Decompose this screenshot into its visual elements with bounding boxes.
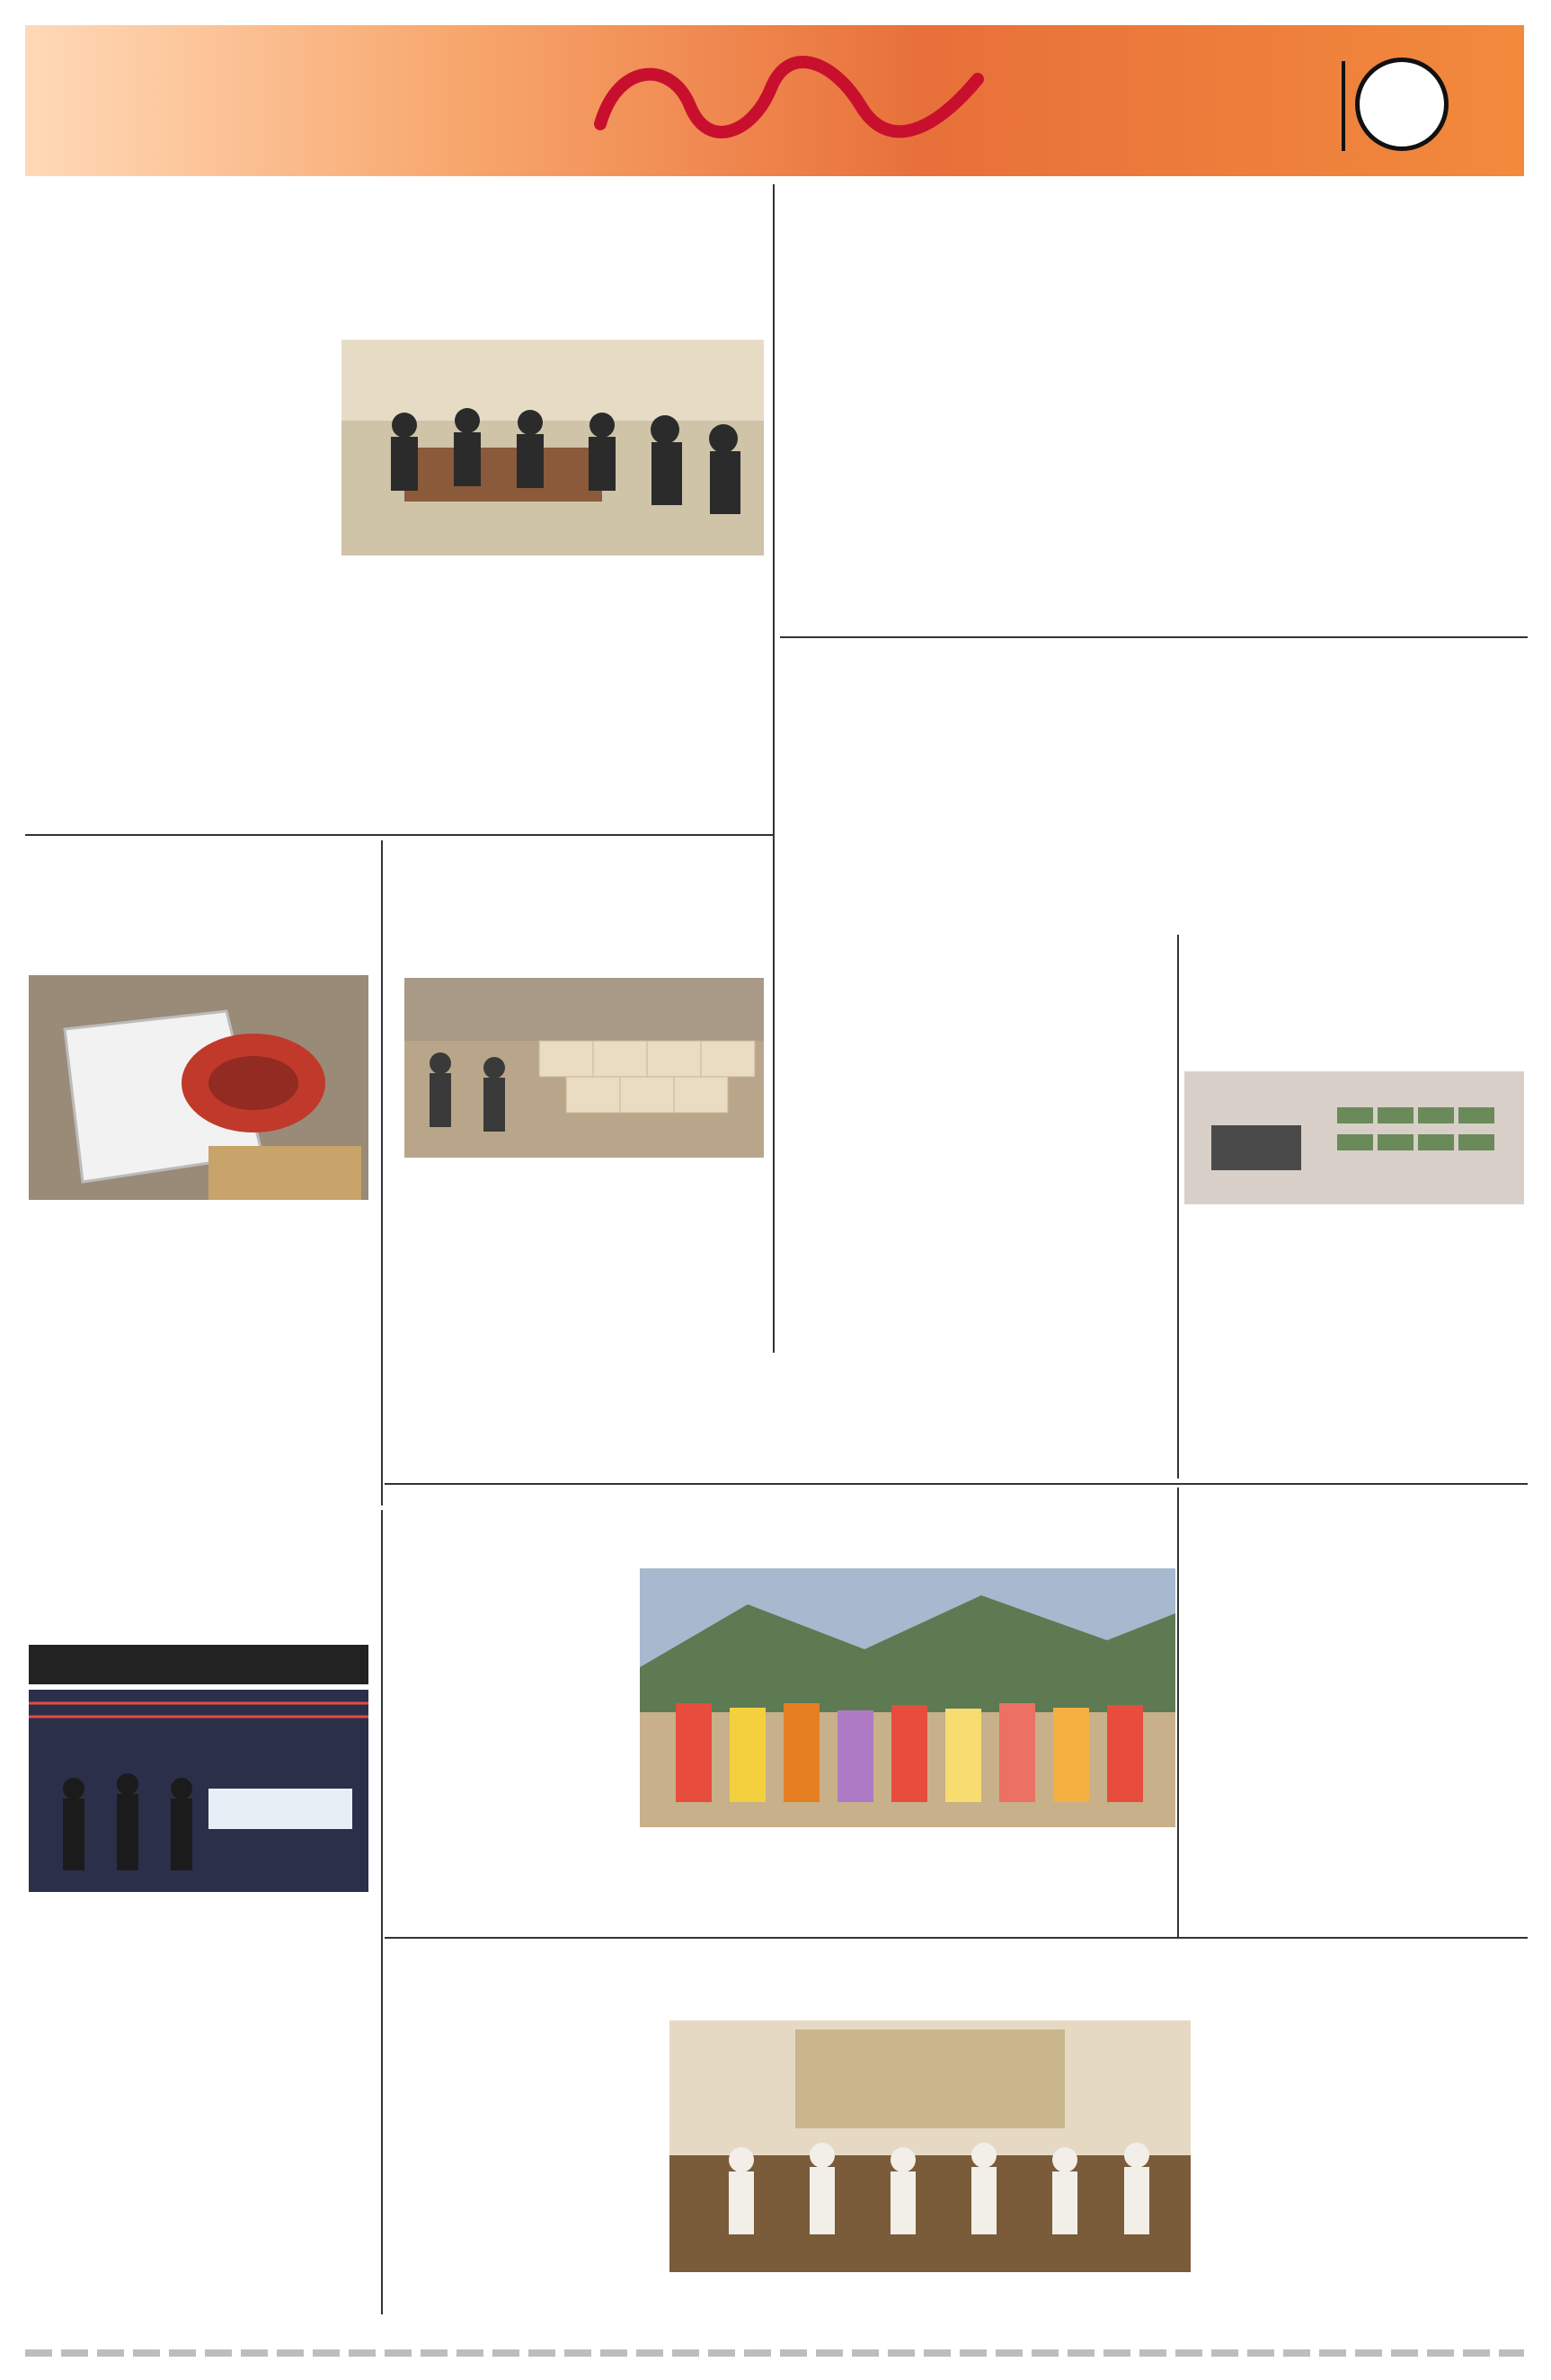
reunion-headline bbox=[386, 1941, 1528, 2013]
music-college-body-col1 bbox=[1184, 1658, 1352, 1932]
festival-headline bbox=[782, 189, 1528, 279]
section-divider bbox=[385, 1483, 1528, 1485]
hindu-conference-body-col3 bbox=[908, 1834, 1177, 1932]
explosives-seized-bag-photo bbox=[29, 975, 368, 1200]
land-complaint-headline-line1 bbox=[782, 939, 1141, 989]
reunion-body-col2 bbox=[1197, 2018, 1526, 2314]
hindu-conference-body-col2 bbox=[640, 1834, 902, 1932]
reunion-body-col1 bbox=[395, 2018, 663, 2314]
festival-body-col1 bbox=[784, 277, 1024, 635]
trophy-body-col1 bbox=[29, 1904, 196, 2313]
brown-sugar-body bbox=[1184, 1209, 1524, 1479]
music-college-headline-line1 bbox=[1183, 1535, 1528, 1589]
cooperative-paddy-market-photo bbox=[404, 978, 764, 1158]
reunion-stage-photo bbox=[669, 2020, 1191, 2272]
trophy-headline-line1 bbox=[29, 1517, 379, 1571]
trophy-presentation-photo bbox=[29, 1690, 368, 1892]
land-complaint-headline-line2 bbox=[782, 993, 1141, 1043]
section-divider bbox=[780, 636, 1528, 638]
page-bottom-border bbox=[25, 2349, 1524, 2357]
hindu-conference-headline bbox=[386, 1488, 1168, 1568]
music-college-body-col2 bbox=[1357, 1658, 1526, 1932]
music-college-headline-line2 bbox=[1183, 1595, 1528, 1649]
explosives-body-col2 bbox=[199, 1209, 370, 1505]
bus-strike-meeting-photo bbox=[341, 340, 764, 555]
festival-body-col2 bbox=[1030, 277, 1272, 635]
accident-body-col3 bbox=[1278, 719, 1528, 899]
explosives-headline-line1 bbox=[29, 849, 379, 903]
cooperative-headline-line1 bbox=[386, 849, 764, 903]
masthead-divider bbox=[1342, 61, 1345, 151]
brown-sugar-headline-line2 bbox=[1183, 1008, 1528, 1062]
hindu-conference-procession-photo bbox=[640, 1568, 1175, 1827]
bus-strike-body-bottom-mid bbox=[345, 566, 561, 818]
hindu-conference-body-col4 bbox=[395, 1880, 634, 1934]
bus-strike-subhead bbox=[126, 286, 683, 331]
trophy-headline-line2 bbox=[29, 1580, 379, 1634]
land-complaint-body bbox=[784, 1047, 1174, 1479]
bus-strike-body-bottom-left bbox=[29, 629, 338, 818]
brown-sugar-seized-items-photo bbox=[1184, 1071, 1524, 1204]
brown-sugar-headline-line1 bbox=[1183, 939, 1528, 993]
accident-body-col2 bbox=[1030, 719, 1272, 899]
trophy-body-col2 bbox=[199, 1904, 368, 2313]
bus-strike-headline bbox=[36, 189, 755, 279]
cooperative-headline-line2 bbox=[386, 908, 764, 962]
column-divider bbox=[381, 1510, 383, 2314]
hindu-conference-body-col1 bbox=[395, 1564, 638, 1880]
explosives-headline-line2 bbox=[29, 908, 379, 962]
festival-body-col3 bbox=[1278, 277, 1528, 635]
column-divider bbox=[381, 840, 383, 1505]
page-number bbox=[1355, 58, 1449, 151]
accident-body-col1 bbox=[784, 719, 1024, 899]
cooperative-body bbox=[399, 1159, 767, 1465]
trophy-subhead bbox=[29, 1645, 368, 1684]
column-divider bbox=[773, 184, 775, 1353]
explosives-body-col1 bbox=[29, 1209, 194, 1505]
newspaper-wordmark-logo bbox=[591, 52, 987, 142]
column-divider bbox=[1177, 1488, 1179, 1937]
masthead bbox=[25, 25, 1524, 176]
bus-strike-body-bottom-right bbox=[566, 566, 766, 818]
reunion-photo-caption bbox=[669, 2276, 1191, 2316]
section-divider bbox=[25, 834, 773, 836]
accident-headline bbox=[782, 640, 1528, 721]
section-divider bbox=[385, 1937, 1528, 1939]
column-divider bbox=[1177, 935, 1179, 1479]
